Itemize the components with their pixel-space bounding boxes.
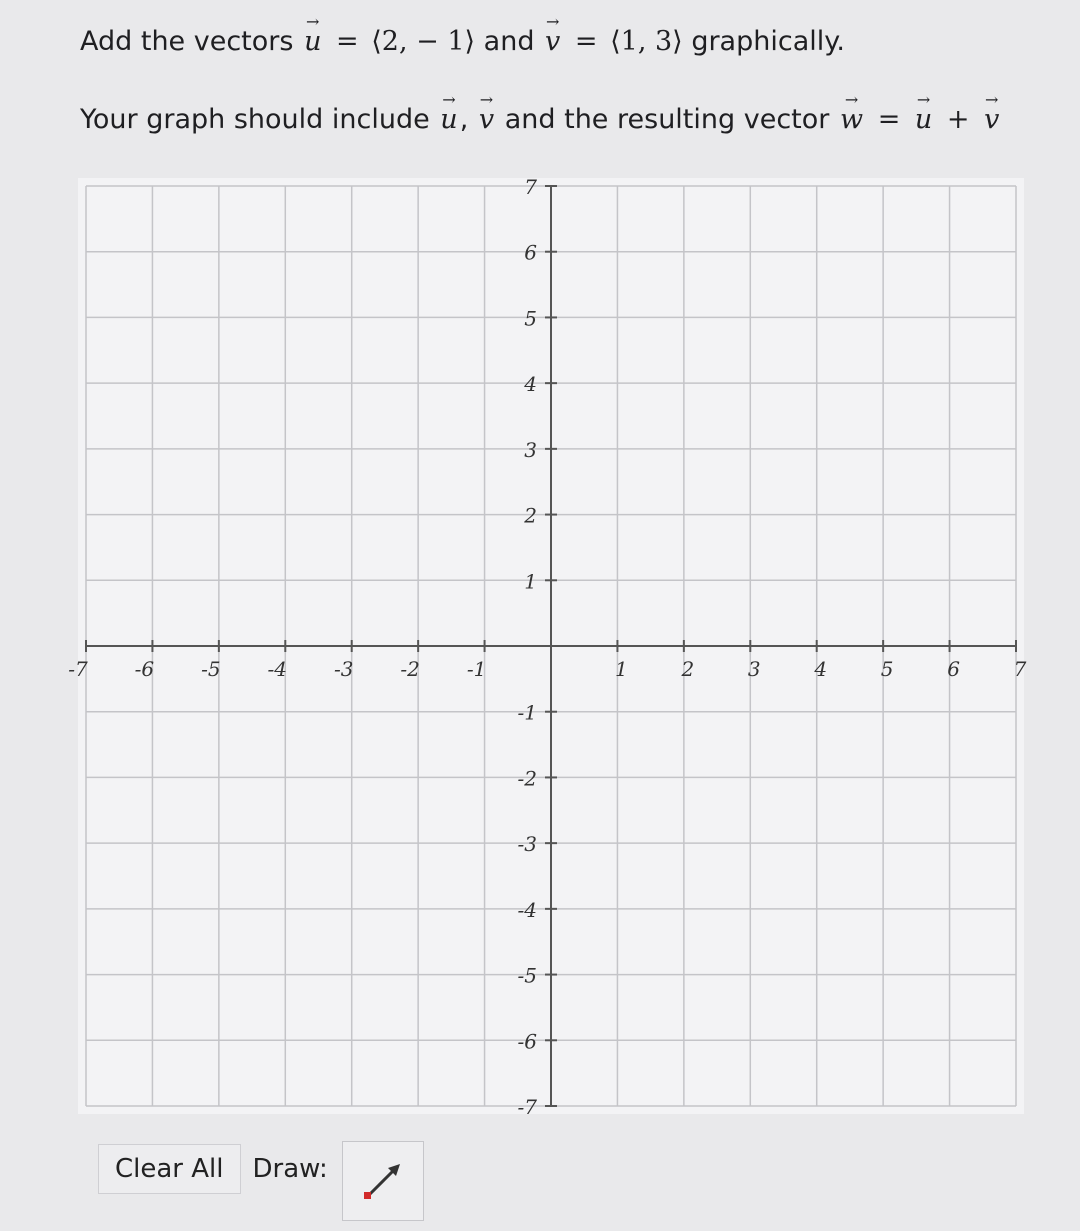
x-tick-label: 3 bbox=[747, 657, 761, 681]
toolbar bbox=[98, 1144, 424, 1194]
question-line-2 bbox=[80, 104, 1001, 135]
clear-all-button[interactable]: Clear All bbox=[98, 1144, 241, 1194]
x-tick-label: 7 bbox=[1013, 657, 1027, 681]
question-suffix: graphically. bbox=[691, 26, 845, 57]
x-tick-label: -6 bbox=[134, 657, 155, 681]
y-tick-label: -6 bbox=[517, 1029, 537, 1054]
u-vector-symbol: → u bbox=[438, 104, 459, 135]
w-vector-symbol: → w bbox=[838, 104, 865, 135]
equals-sign: = bbox=[336, 26, 359, 57]
instruction-prefix: Your graph should include bbox=[80, 104, 430, 135]
x-tick-label: 1 bbox=[615, 657, 628, 681]
y-tick-label: -4 bbox=[517, 897, 537, 922]
equals-sign: = bbox=[877, 104, 901, 135]
x-tick-label: -7 bbox=[68, 657, 88, 681]
u-vector-value: ⟨2, − 1⟩ bbox=[371, 26, 476, 57]
y-tick-label: 6 bbox=[524, 240, 537, 265]
x-tick-label: 5 bbox=[880, 657, 894, 681]
x-tick-label: -1 bbox=[466, 657, 487, 681]
v-vector-symbol: → v bbox=[477, 104, 496, 135]
coordinate-grid[interactable] bbox=[68, 175, 1027, 1119]
u-vector-symbol: → u bbox=[302, 26, 323, 57]
u-vector-symbol: → u bbox=[913, 104, 934, 135]
y-tick-label: 7 bbox=[524, 175, 537, 199]
plus-sign: + bbox=[946, 104, 970, 135]
x-tick-label: 4 bbox=[814, 657, 828, 681]
y-tick-label: -2 bbox=[517, 766, 537, 791]
x-tick-label: -5 bbox=[201, 657, 221, 681]
x-tick-label: -3 bbox=[333, 657, 354, 681]
y-tick-label: 4 bbox=[524, 372, 537, 397]
comma: , bbox=[459, 104, 469, 135]
x-tick-label: -2 bbox=[400, 657, 420, 681]
y-tick-label: -1 bbox=[517, 700, 537, 725]
vector-arrow-icon bbox=[358, 1156, 408, 1206]
y-tick-label: 5 bbox=[524, 306, 537, 331]
x-tick-label: -4 bbox=[267, 657, 288, 681]
y-tick-label: 2 bbox=[524, 503, 537, 528]
equals-sign: = bbox=[574, 26, 598, 57]
instruction-middle: and the resulting vector bbox=[504, 104, 830, 135]
y-tick-label: -7 bbox=[517, 1095, 537, 1119]
draw-label: Draw: bbox=[252, 1154, 328, 1184]
and-word: and bbox=[483, 26, 535, 57]
y-tick-label: 1 bbox=[524, 569, 537, 594]
v-vector-symbol: → v bbox=[982, 104, 1001, 135]
graph-area[interactable] bbox=[68, 175, 1027, 1119]
x-tick-label: 2 bbox=[681, 657, 695, 681]
y-tick-label: 3 bbox=[524, 437, 537, 462]
vector-draw-tool-button[interactable] bbox=[342, 1141, 424, 1221]
y-tick-label: -5 bbox=[517, 963, 537, 988]
v-vector-symbol: → v bbox=[543, 26, 562, 57]
question-prefix: Add the vectors bbox=[80, 26, 294, 57]
x-tick-label: 6 bbox=[947, 657, 960, 681]
v-vector-value: ⟨1, 3⟩ bbox=[610, 26, 683, 57]
y-tick-label: -3 bbox=[517, 832, 537, 857]
question-line-1 bbox=[80, 26, 845, 57]
